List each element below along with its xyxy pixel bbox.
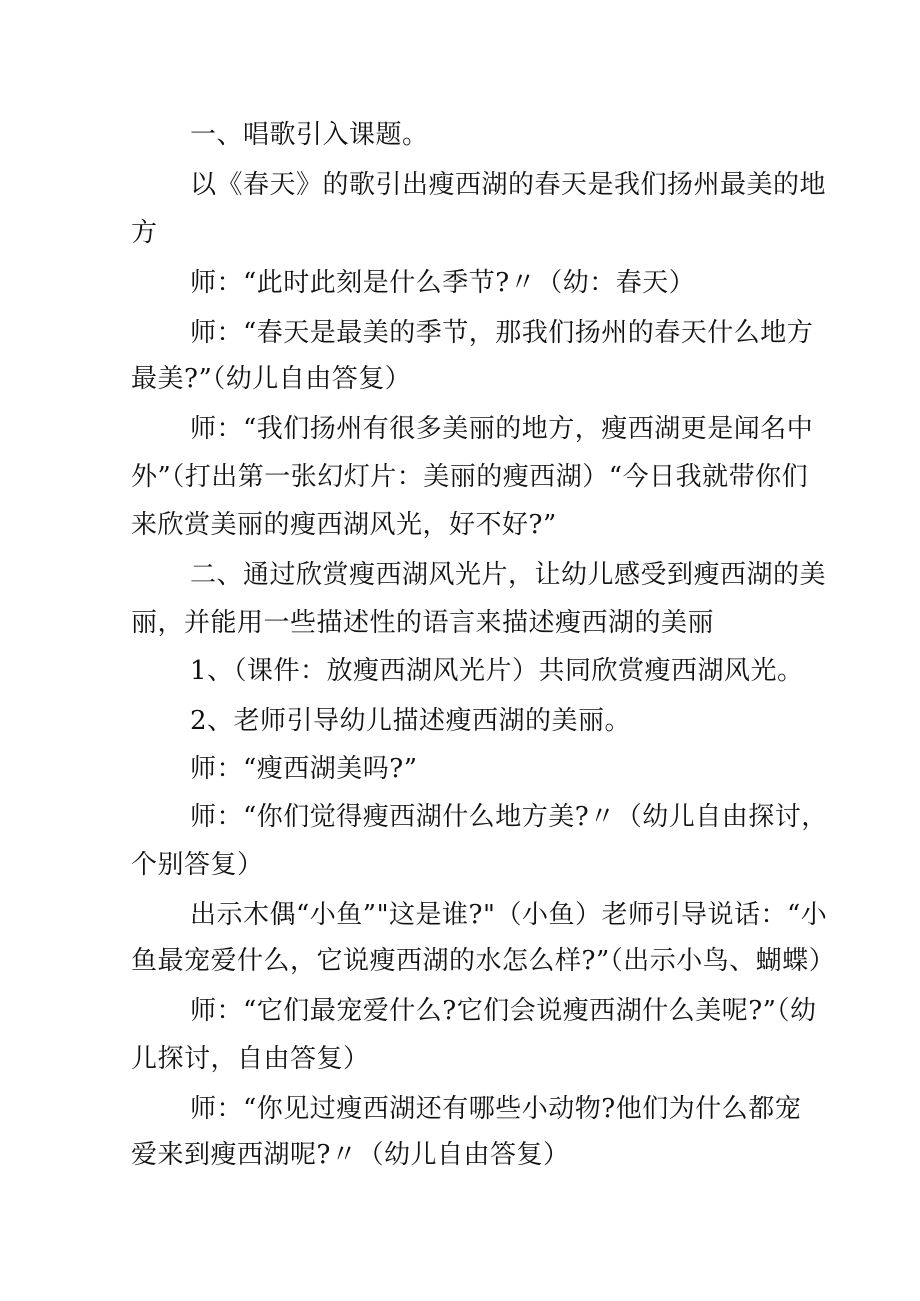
dialogue-line: 个别答复）: [131, 850, 264, 880]
dialogue-line: 师：“它们最宠爱什么?它们会说瘦西湖什么美呢?”（幼: [190, 996, 817, 1026]
dialogue-line: 儿探讨，自由答复）: [131, 1044, 370, 1074]
numbered-item: 2、老师引导幼儿描述瘦西湖的美丽。: [190, 706, 632, 736]
paragraph-line: 以《春天》的歌引出瘦西湖的春天是我们扬州最美的地: [190, 170, 827, 200]
section-heading-2: 二、通过欣赏瘦西湖风光片，让幼儿感受到瘦西湖的美: [190, 560, 827, 590]
paragraph-line: 鱼最宠爱什么，它说瘦西湖的水怎么样?”（出示小鸟、蝴蝶）: [131, 946, 836, 976]
dialogue-line: 师：“你见过瘦西湖还有哪些小动物?他们为什么都宠: [190, 1094, 802, 1124]
dialogue-line: 师：“春天是最美的季节，那我们扬州的春天什么地方: [190, 318, 814, 348]
dialogue-line: 外”（打出第一张幻灯片：美丽的瘦西湖）“今日我就带你们: [131, 462, 809, 492]
dialogue-line: 最美?”（幼儿自由答复）: [131, 364, 412, 394]
paragraph-line: 出示木偶“小鱼”"这是谁?"（小鱼）老师引导说话：“小: [190, 900, 828, 930]
dialogue-line: 来欣赏美丽的瘦西湖风光，好不好?”: [131, 510, 557, 540]
section-heading-1: 一、唱歌引入课题。: [190, 120, 429, 150]
dialogue-line: 爱来到瘦西湖呢?〃（幼儿自由答复）: [131, 1140, 570, 1170]
dialogue-line: 师：“此时此刻是什么季节?〃（幼：春天）: [190, 268, 696, 298]
dialogue-line: 师：“你们觉得瘦西湖什么地方美?〃（幼儿自由探讨，: [190, 802, 828, 832]
paragraph-line: 丽，并能用一些描述性的语言来描述瘦西湖的美丽: [131, 608, 715, 638]
dialogue-line: 师：“我们扬州有很多美丽的地方，瘦西湖更是闻名中: [190, 414, 814, 444]
paragraph-line: 方: [131, 218, 158, 248]
numbered-item: 1、（课件：放瘦西湖风光片）共同欣赏瘦西湖风光。: [190, 656, 804, 686]
dialogue-line: 师：“瘦西湖美吗?”: [190, 754, 418, 784]
